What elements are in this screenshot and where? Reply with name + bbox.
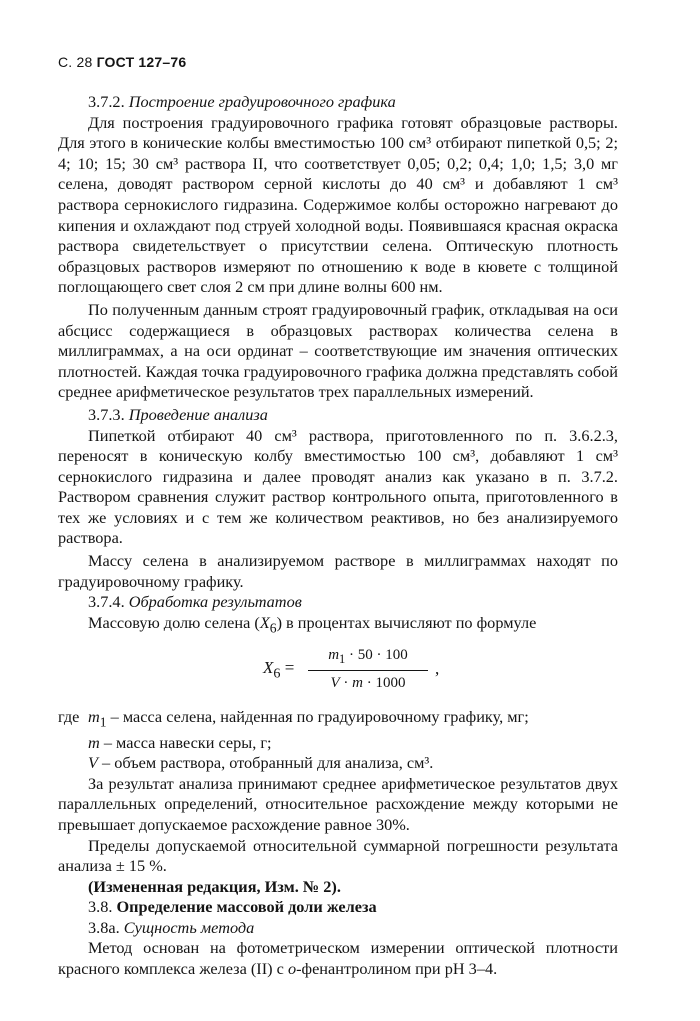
variable: X [259, 612, 270, 632]
text: где [58, 706, 80, 726]
text: – масса навески серы, г; [99, 732, 272, 752]
section-heading-3-7-4 [58, 592, 618, 613]
text: · 50 · 100 [345, 646, 408, 663]
section-title: Определение массовой доли железа [116, 897, 377, 917]
fraction-bar [308, 670, 428, 671]
text: – объем раствора, отобранный для анализа, см³. [97, 753, 434, 773]
text: ) в процентах вычисляют по формуле [276, 612, 537, 632]
section-heading-3-8 [58, 897, 618, 918]
formula-intro [58, 613, 618, 639]
standard-number: ГОСТ 127–76 [96, 54, 187, 70]
page-number: С. 28 [58, 54, 93, 70]
running-header [58, 54, 186, 70]
paragraph: За результат анализа принимают среднее арифметическое результатов двух параллельных определений, относительное расхождение между которыми не превышает допускаемое расхождение равное 30%. [58, 773, 618, 834]
paragraph [58, 938, 618, 979]
variable: m [328, 646, 340, 663]
section-title: Обработка результатов [128, 592, 302, 612]
paragraph: Для построения градуировочного графика готовят образцовые растворы. Для этого в конические колбы вместимостью 100 см³ отбирают пипеткой 0,5; 2; 4; 10; 15; 30 см³ раствора II, что соответствует 0,05; 0,2; 0,4; 1,0; 1,5; 3,0 мг селена, доводят раствором серной кислоты до 40 см³ и добавляют 1 см³ раствора сернокислого гидразина. Содержимое колбы осторожно нагревают до кипения и охлаждают под струей холодной воды. Появившаяся красная окраска раствора свидетельствует о присутствии селена. Оптическую плотность образцовых растворов измеряют по отношению к воде в кювете с толщиной поглощающего свет слоя 2 см при длине волны 600 нм. [58, 112, 618, 297]
spacer [58, 733, 88, 754]
section-number: 3.7.2. [88, 92, 125, 111]
section-title: Сущность метода [123, 917, 255, 937]
text: о [287, 959, 297, 979]
paragraph: Массу селена в анализируемом растворе в миллиграммах находят по градуировочному графику. [58, 551, 618, 591]
section-number: 3.7.3. [88, 404, 125, 424]
formula-denominator [308, 673, 428, 693]
variable: m [352, 674, 363, 691]
variable-definitions [58, 707, 618, 774]
definition-m [58, 733, 618, 754]
section-title: Построение градуировочного графика [128, 92, 396, 111]
document-body [58, 92, 618, 980]
paragraph: Пипеткой отбирают 40 см³ раствора, приготовленного по п. 3.6.2.3, переносят в коническую колбу вместимостью 100 см³, добавляют 1 см³ сернокислого гидразина и далее проводят анализ как указано в п. 3.7.2. Раствором сравнения служит раствор контрольного опыта, приготовленного в тех же условиях и с тем же количеством реактивов, но без анализируемого раствора. [58, 425, 618, 548]
equals-sign: = [284, 657, 295, 677]
section-number: 3.8. [88, 897, 113, 917]
variable: V [88, 753, 98, 773]
subscript: 1 [339, 651, 346, 666]
definition-v [58, 753, 618, 774]
subscript: 1 [99, 713, 107, 729]
paragraph: Пределы допускаемой относительной суммарной погрешности результата анализа ± 15 %. [58, 835, 618, 876]
text: – масса селена, найденная по градуировочному графику, мг; [106, 706, 529, 726]
variable: X [263, 657, 274, 677]
section-heading-3-8a [58, 918, 618, 939]
text: Массовую долю селена ( [88, 612, 260, 632]
section-heading-3-7-3 [58, 405, 618, 426]
variable: V [330, 674, 340, 691]
text: -фенантролином при рН 3–4. [296, 959, 498, 979]
revision-note: (Измененная редакция, Изм. № 2). [88, 876, 341, 896]
text: Метод основан на фотометрическом измерении оптической плотности красного комплекса железа (II) с [58, 938, 618, 979]
variable: m [88, 706, 100, 726]
formula-lhs [263, 658, 294, 684]
formula [58, 645, 618, 697]
definition-m1 [58, 707, 618, 733]
section-title: Проведение анализа [128, 404, 268, 424]
spacer [58, 753, 88, 774]
subscript: 6 [269, 620, 277, 636]
text: · [339, 674, 353, 691]
section-number: 3.8а. [88, 917, 120, 937]
section-heading-3-7-2 [58, 92, 618, 113]
variable: m [88, 732, 100, 752]
subscript: 6 [273, 665, 281, 682]
formula-comma: , [435, 658, 440, 678]
formula-numerator [308, 645, 428, 669]
formula-fraction [308, 645, 428, 693]
paragraph: По полученным данным строят градуировочный график, откладывая на оси абсцисс содержащиеся в образцовых растворах количества селена в миллиграммах, а на оси ординат – соответствующие им значения оптических плотностей. Каждая точка градуировочного графика должна представлять собой среднее арифметическое результатов трех параллельных измерений. [58, 299, 618, 402]
text: · 1000 [363, 674, 406, 691]
section-number: 3.7.4. [88, 592, 125, 612]
